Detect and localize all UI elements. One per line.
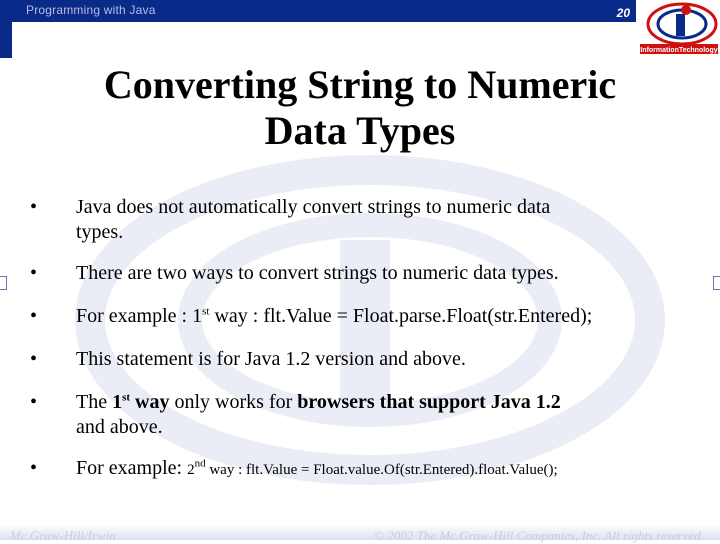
bullet-item xyxy=(0,390,720,440)
bullet-text-continued: and above. xyxy=(76,416,163,438)
bullet-icon: • xyxy=(30,262,38,284)
course-title: Programming with Java xyxy=(26,3,156,17)
ordinal-number: 2 xyxy=(187,462,195,478)
bullet-text-middle: only works for xyxy=(169,391,298,413)
ordinal-suffix: st xyxy=(122,391,131,404)
bullet-list xyxy=(0,195,720,501)
bullet-text: Java does not automatically convert strings to numeric data xyxy=(76,196,551,218)
information-technology-logo xyxy=(636,0,720,64)
bullet-icon: • xyxy=(30,391,38,413)
ordinal-suffix: st xyxy=(202,305,210,318)
bullet-item xyxy=(0,261,720,286)
footer-copyright: © 2002 The Mc.Graw-Hill Companies, Inc. All rights reserved. xyxy=(374,528,704,543)
bullet-item xyxy=(0,195,720,245)
bullet-text-code: way : flt.Value = Float.parse.Float(str.Entered); xyxy=(209,305,593,327)
bullet-icon: • xyxy=(30,196,38,218)
logo-text: InformationTechnology xyxy=(640,47,718,54)
bullet-text: This statement is for Java 1.2 version and above. xyxy=(76,348,466,370)
bold-browsers: browsers that support Java 1.2 xyxy=(297,391,561,413)
bullet-item xyxy=(0,347,720,372)
bullet-icon: • xyxy=(30,348,38,370)
bullet-item xyxy=(0,304,720,329)
slide-title-line-2: Data Types xyxy=(264,108,456,153)
bullet-text-continued: types. xyxy=(76,221,124,243)
bold-number: 1 xyxy=(112,391,123,413)
footer-publisher: Mc.Graw-Hill/Irwin xyxy=(10,528,116,543)
page-number: 20 xyxy=(616,6,630,20)
bullet-icon: • xyxy=(30,457,38,479)
bullet-text: For example: xyxy=(76,457,188,479)
bullet-text-code: way : flt.Value = Float.value.Of(str.Entered).float.Value(); xyxy=(205,462,558,478)
slide-title xyxy=(40,62,680,154)
header-bar xyxy=(0,0,636,22)
slide-title-line-1: Converting String to Numeric xyxy=(103,62,617,107)
bullet-text: For example : 1 xyxy=(76,305,203,327)
ordinal-suffix: nd xyxy=(194,457,206,470)
bold-way: way xyxy=(130,391,170,413)
bullet-item xyxy=(0,456,720,483)
bullet-text: The xyxy=(76,391,113,413)
bullet-icon: • xyxy=(30,305,38,327)
header-bar-tail xyxy=(0,22,12,58)
bullet-text: There are two ways to convert strings to numeric data types. xyxy=(76,262,559,284)
